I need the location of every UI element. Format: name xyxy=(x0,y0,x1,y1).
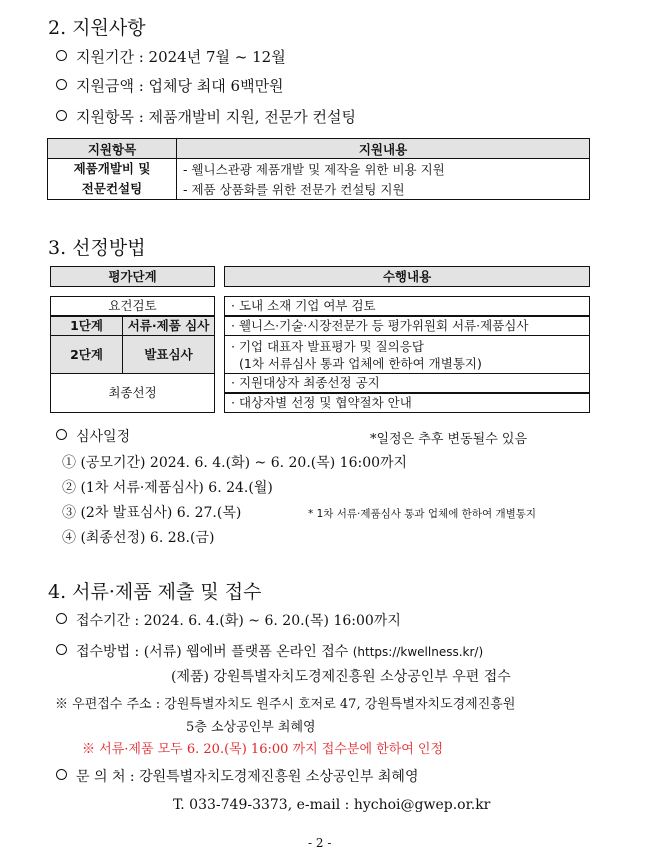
schedule-item-4: ④ (최종선정) 6. 28.(금) xyxy=(62,530,215,546)
eval-header-stage: 평가단계 xyxy=(50,266,215,287)
support-table-header-item: 지원항목 xyxy=(48,139,177,159)
circle-bullet-icon xyxy=(56,613,67,624)
section-4-title: 4. 서류·제품 제출 및 접수 xyxy=(48,581,262,603)
schedule-item-1: ① (공모기간) 2024. 6. 4.(화) ~ 6. 20.(목) 16:00까지 xyxy=(62,455,408,471)
content-stage-2-line1: · 기업 대표자 발표평가 및 질의응답 xyxy=(231,339,424,354)
support-content-2: - 제품 상품화를 위한 전문가 컨설팅 지원 xyxy=(177,179,590,200)
circle-bullet-icon xyxy=(56,769,67,780)
submission-method-mail: (제품) 강원특별자치도경제진흥원 소상공인부 우편 접수 xyxy=(171,669,511,685)
support-amount-item xyxy=(56,75,284,96)
support-item-line1: 제품개발비 및 xyxy=(73,161,151,176)
stage-final: 최종선정 xyxy=(50,373,215,413)
content-requirement: · 도내 소재 기업 여부 검토 xyxy=(224,296,590,316)
circle-bullet-icon xyxy=(56,644,67,655)
eval-header-content: 수행내용 xyxy=(224,266,590,287)
support-table-header-content: 지원내용 xyxy=(177,139,590,159)
submission-method xyxy=(56,641,483,661)
section-3-title: 3. 선정방법 xyxy=(48,237,146,259)
circle-bullet-icon xyxy=(56,50,67,61)
section-2-title: 2. 지원사항 xyxy=(48,17,146,39)
support-item-line2: 전문컨설팅 xyxy=(81,181,143,196)
support-period-item xyxy=(56,46,286,67)
contact-text: 문 의 처 : 강원특별자치도경제진흥원 소상공인부 최혜영 xyxy=(76,769,419,785)
support-content-1: - 웰니스관광 제품개발 및 제작을 위한 비용 지원 xyxy=(177,159,590,180)
support-items-item xyxy=(56,106,356,127)
contact-info xyxy=(56,766,418,786)
schedule-note: *일정은 추후 변동될수 있음 xyxy=(370,432,528,447)
stage-2: 2단계 xyxy=(50,335,123,374)
circle-bullet-icon xyxy=(56,429,67,440)
schedule-heading xyxy=(56,426,130,446)
content-final-1: · 지원대상자 최종선정 공지 xyxy=(224,373,590,393)
circle-bullet-icon xyxy=(56,79,67,90)
stage-requirement: 요건검토 xyxy=(50,296,215,316)
support-period-text: 지원기간 : 2024년 7월 ~ 12월 xyxy=(76,48,286,66)
stage-2-name: 발표심사 xyxy=(122,335,215,374)
content-final-2: · 대상자별 선정 및 협약절차 안내 xyxy=(224,393,590,413)
deadline-warning: ※ 서류·제품 모두 6. 20.(목) 16:00 까지 접수분에 한하여 인정 xyxy=(82,742,444,757)
content-stage-2 xyxy=(224,335,590,374)
support-table xyxy=(47,138,590,200)
submission-period-text: 접수기간 : 2024. 6. 4.(화) ~ 6. 20.(목) 16:00까지 xyxy=(76,613,401,629)
content-stage-2-line2: (1차 서류심사 통과 업체에 한하여 개별통지) xyxy=(239,356,482,371)
support-table-item-cell xyxy=(48,159,177,200)
circle-bullet-icon xyxy=(56,110,67,121)
submission-method-text: 접수방법 : (서류) 웹에버 플랫폼 온라인 접수 xyxy=(76,644,349,660)
support-amount-text: 지원금액 : 업체당 최대 6백만원 xyxy=(76,77,284,95)
submission-url: (https://kwellness.kr/) xyxy=(352,645,484,659)
schedule-item-3-note: * 1차 서류·제품심사 통과 업체에 한하여 개별통지 xyxy=(308,508,537,520)
support-items-text: 지원항목 : 제품개발비 지원, 전문가 컨설팅 xyxy=(76,108,356,126)
schedule-item-2: ② (1차 서류·제품심사) 6. 24.(월) xyxy=(62,480,273,496)
stage-1-name: 서류·제품 심사 xyxy=(122,316,215,336)
postal-address-line1: ※ 우편접수 주소 : 강원특별자치도 원주시 호저로 47, 강원특별자치도경제진흥원 xyxy=(55,697,516,712)
submission-period xyxy=(56,610,401,630)
schedule-title: 심사일정 xyxy=(76,429,131,445)
postal-address-line2: 5층 소상공인부 최혜영 xyxy=(186,720,316,735)
contact-phone-email: T. 033-749-3373, e-mail : hychoi@gwep.or.kr xyxy=(173,797,491,813)
page-number: - 2 - xyxy=(308,836,332,850)
schedule-item-3: ③ (2차 발표심사) 6. 27.(목) xyxy=(62,505,242,521)
content-stage-1: · 웰니스·기술·시장전문가 등 평가위원회 서류·제품심사 xyxy=(224,316,590,336)
stage-1: 1단계 xyxy=(50,316,123,336)
